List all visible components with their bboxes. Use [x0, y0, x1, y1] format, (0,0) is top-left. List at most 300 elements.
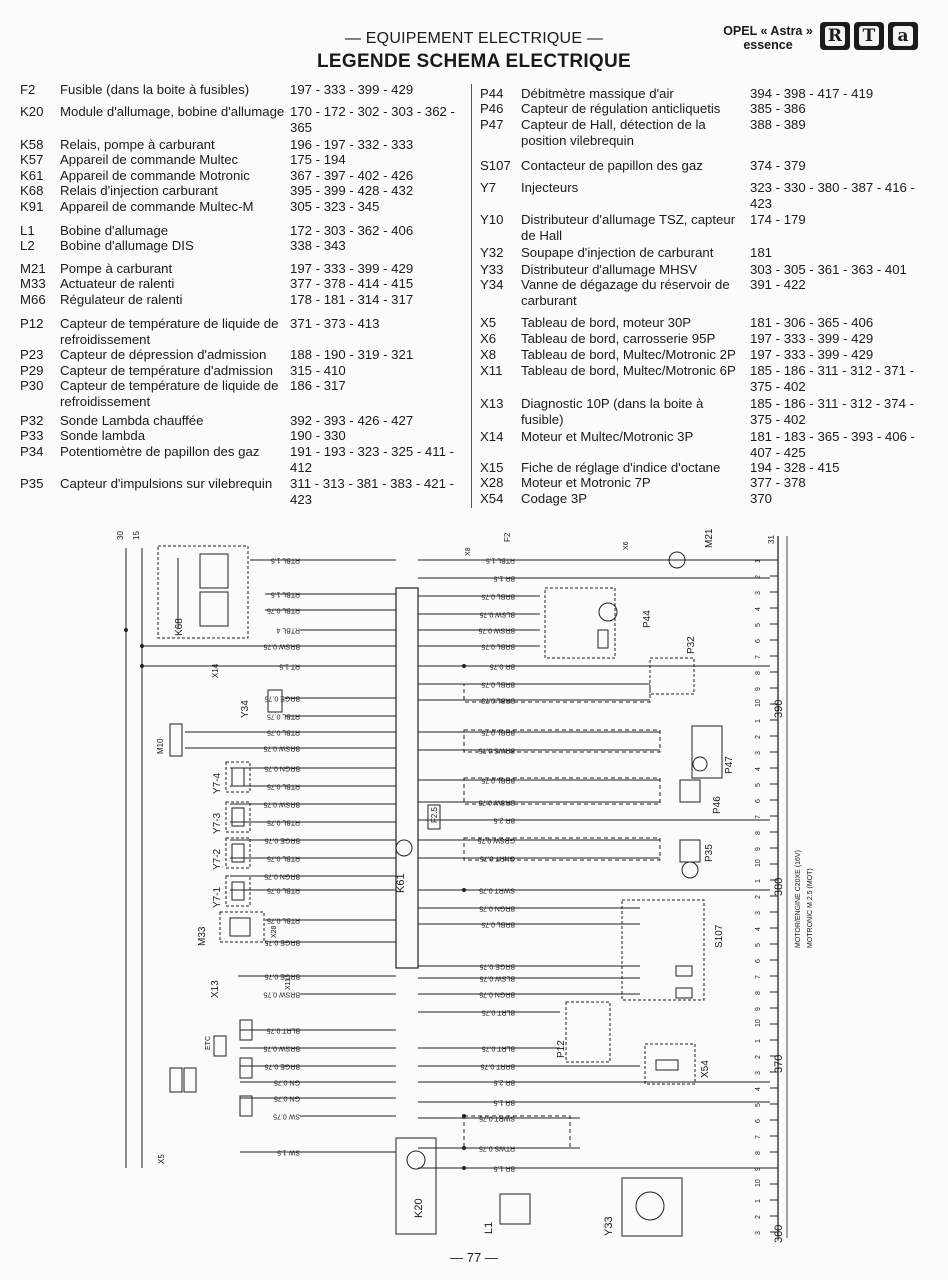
pin-number: 5	[755, 623, 762, 627]
wire-color-label: BR 1.5	[493, 1164, 515, 1172]
pin-number: 10	[755, 1179, 762, 1187]
component-code: X5	[480, 315, 497, 330]
pin-number: 7	[755, 655, 762, 659]
component-label-m10: M10	[156, 738, 165, 754]
model-name: OPEL « Astra »	[723, 24, 813, 38]
junction-dot	[462, 664, 466, 668]
component-code: X54	[480, 491, 504, 506]
rta-logo	[820, 22, 918, 50]
wire-color-label: RTBL 0.75	[266, 782, 300, 790]
pin-number: 7	[755, 975, 762, 979]
page-references: 197 - 333 - 399 - 429	[290, 261, 414, 276]
component-label-x13: X13	[210, 980, 221, 998]
injector-coil	[232, 844, 244, 862]
wire-color-label: BRGN 0.75	[479, 904, 515, 912]
component-code: F2	[20, 82, 36, 97]
wire-color-label: BR 1.5	[493, 1098, 515, 1106]
pin-number: 6	[755, 799, 762, 803]
pin-number: 7	[755, 1135, 762, 1139]
page-references: 315 - 410	[290, 363, 346, 378]
component-code: P35	[20, 476, 44, 491]
component-label-x54: X54	[700, 1060, 711, 1078]
component-label-x5: X5	[157, 1154, 166, 1164]
component-code: P47	[480, 117, 504, 132]
component-name: Moteur et Multec/Motronic 3P	[521, 429, 694, 444]
distributor-y33	[622, 1178, 682, 1236]
wire-color-label: BRBL 0.75	[481, 920, 515, 928]
component-code: L2	[20, 238, 35, 253]
logo-letter-box: R	[820, 22, 850, 50]
wire-color-label: BRGE 0.75	[264, 694, 300, 702]
pin-number: 9	[755, 1007, 762, 1011]
wire-color-label: RTBL 1.5	[270, 556, 300, 564]
component-name: Tableau de bord, Multec/Motronic 6P	[521, 363, 736, 378]
injector	[226, 762, 250, 792]
etc-box	[170, 1068, 182, 1092]
distributor-symbol	[636, 1192, 664, 1220]
component-code: P30	[20, 378, 44, 393]
wire-color-label: BRBL 0.75	[481, 696, 515, 704]
wire-color-label: BRGN 0.75	[264, 764, 300, 772]
component-name: Distributeur d'allumage MHSV	[521, 262, 698, 277]
pin-number: 8	[755, 831, 762, 835]
wire-color-label: BLSW 0.75	[479, 610, 515, 618]
wire-color-label: RTBL 0.75	[266, 886, 300, 894]
switch-resistor	[676, 988, 692, 998]
component-name: Moteur et Motronic 7P	[521, 475, 651, 490]
wire-color-label: BRBL 0.75	[481, 776, 515, 784]
component-name: Capteur de Hall, détection de la position vilebrequin	[521, 117, 706, 148]
component-code: P34	[20, 444, 44, 459]
injector	[226, 838, 250, 868]
wire-color-label: BR 1.5	[493, 574, 515, 582]
injector-coil	[232, 768, 244, 786]
actuator-coil	[230, 918, 250, 936]
schematic-page-ref: 390	[773, 699, 785, 718]
component-name: Capteur de dépression d'admission	[60, 347, 267, 362]
component-code: P44	[480, 86, 504, 101]
component-label-y34: Y34	[240, 700, 251, 718]
component-label-s107: S107	[714, 924, 725, 948]
component-code: K57	[20, 152, 44, 167]
wire-color-label: RTBL 1.5	[485, 556, 515, 564]
component-name: Bobine d'allumage DIS	[60, 238, 194, 253]
page-references: 191 - 193 - 323 - 325 - 411 - 412	[290, 444, 454, 475]
component-name: Appareil de commande Multec-M	[60, 199, 254, 214]
crank-sensor-p35	[680, 840, 700, 862]
wire-color-label: BRSW 0.75	[263, 800, 300, 808]
ecu-label: K61	[395, 873, 407, 893]
wire-color-label: BR 0.75	[489, 662, 515, 670]
component-code: K68	[20, 183, 44, 198]
component-name: Vanne de dégazage du réservoir de carburant	[521, 277, 730, 308]
wire-color-label: RTBL 0.75	[266, 606, 300, 614]
pin-number: 2	[755, 1055, 762, 1059]
junction-dot	[124, 628, 128, 632]
component-name: Relais d'injection carburant	[60, 183, 218, 198]
component-code: M33	[20, 276, 46, 291]
component-name: Diagnostic 10P (dans la boite à fusible)	[521, 396, 704, 427]
page-references: 323 - 330 - 380 - 387 - 416 - 423	[750, 180, 915, 211]
engine-caption: MOTOR/ENGINE C20XE (16V)	[795, 850, 802, 948]
section-subtitle: — EQUIPEMENT ELECTRIQUE —	[344, 30, 604, 47]
component-name: Distributeur d'allumage TSZ, capteur de Hall	[521, 212, 736, 243]
page-references: 311 - 313 - 381 - 383 - 421 - 423	[290, 476, 454, 507]
wire-color-label: SW 1.5	[277, 1148, 300, 1156]
page-references: 371 - 373 - 413	[290, 316, 380, 331]
p35-symbol	[682, 862, 698, 878]
wire-color-label: RTBL 0.75	[266, 818, 300, 826]
pin-number: 6	[755, 1119, 762, 1123]
page-number: — 77 —	[450, 1250, 498, 1265]
page-references: 188 - 190 - 319 - 321	[290, 347, 414, 362]
wire-color-label: BRGN 0.75	[479, 990, 515, 998]
pin-number: 10	[755, 859, 762, 867]
component-code: X11	[480, 363, 503, 378]
component-label-p46: P46	[712, 796, 723, 814]
injector-coil	[232, 882, 244, 900]
component-label-injector: Y7-1	[212, 886, 223, 908]
component-name: Fusible (dans la boite à fusibles)	[60, 82, 250, 97]
component-code: K58	[20, 137, 44, 152]
pin-number: 1	[755, 1039, 762, 1043]
component-label-p12: P12	[556, 1040, 567, 1058]
wire-color-label: BRRT 0.75	[480, 1062, 515, 1070]
page-references: 370	[750, 491, 773, 506]
junction-dot	[140, 644, 144, 648]
component-label-injector: Y7-3	[212, 812, 223, 834]
page-references: 385 - 386	[750, 101, 806, 116]
component-label-injector: Y7-2	[212, 848, 223, 870]
pin-number: 3	[755, 911, 762, 915]
component-name: Fiche de réglage d'indice d'octane	[521, 460, 721, 475]
page-references: 388 - 389	[750, 117, 806, 132]
component-name: Débitmètre massique d'air	[521, 86, 674, 101]
page-references: 181 - 306 - 365 - 406	[750, 315, 874, 330]
schematic-page-ref: 380	[773, 877, 785, 896]
wire-color-label: BR 2.5	[493, 1078, 515, 1086]
engine-type: essence	[743, 38, 793, 52]
wire-color-label: BRBL 0.75	[481, 680, 515, 688]
ignition-coil-l1	[500, 1194, 530, 1224]
wire-color-label: BLRT 0.75	[481, 1044, 515, 1052]
component-code: X28	[480, 475, 504, 490]
component-name: Module d'allumage, bobine d'allumage	[60, 104, 285, 119]
component-code: Y33	[480, 262, 504, 277]
component-label-k20: K20	[413, 1198, 425, 1218]
k20-symbol	[407, 1151, 425, 1169]
component-label-l1: L1	[483, 1221, 495, 1234]
pin-number: 5	[755, 1103, 762, 1107]
rail-label: 15	[132, 531, 141, 540]
pin-number: 2	[755, 575, 762, 579]
component-name: Tableau de bord, moteur 30P	[521, 315, 692, 330]
p47-symbol	[693, 757, 707, 771]
ignition-module-k20	[396, 1138, 436, 1234]
schematic-page-ref: 360	[773, 1224, 785, 1243]
junction-dot	[462, 1146, 466, 1150]
x54-resistor	[656, 1060, 678, 1070]
component-name: Capteur de température de liquide de refroidissement	[60, 316, 279, 347]
page-references: 392 - 393 - 426 - 427	[290, 413, 414, 428]
wire-color-label: BLRT 0.75	[266, 1026, 300, 1034]
wire-color-label: RTBL 4	[276, 626, 300, 634]
column-divider	[471, 84, 472, 508]
page-references: 305 - 323 - 345	[290, 199, 380, 214]
relay-coil	[200, 554, 228, 588]
page-references: 190 - 330	[290, 428, 346, 443]
connector-label-x11: X11	[285, 978, 292, 990]
wire-color-label: BRSW 0.75	[478, 798, 515, 806]
pin-number: 10	[755, 699, 762, 707]
pin-number: 4	[755, 927, 762, 931]
p44-resistor	[598, 630, 608, 648]
component-name: Capteur de température d'admission	[60, 363, 273, 378]
pin-number: 2	[755, 735, 762, 739]
page-references: 181 - 183 - 365 - 393 - 406 - 407 - 425	[750, 429, 915, 460]
page-references: 374 - 379	[750, 158, 806, 173]
component-label-m33: M33	[197, 926, 208, 946]
pin-number: 4	[755, 607, 762, 611]
wire-color-label: BRWS 0.75	[478, 746, 515, 754]
page-references: 185 - 186 - 311 - 312 - 371 - 375 - 402	[750, 363, 914, 394]
component-code: X13	[480, 396, 504, 411]
vehicle-model	[712, 24, 824, 52]
pin-number: 1	[755, 879, 762, 883]
wire-color-label: BRGE 0.75	[479, 962, 515, 970]
ecu-block-k61	[396, 588, 418, 968]
component-name: Codage 3P	[521, 491, 587, 506]
page-references: 194 - 328 - 415	[750, 460, 840, 475]
page-references: 174 - 179	[750, 212, 806, 227]
component-label-etc: ETC	[205, 1036, 212, 1050]
component-name: Potentiomètre de papillon des gaz	[60, 444, 260, 459]
coding-plug-x54	[645, 1044, 695, 1084]
page-references: 367 - 397 - 402 - 426	[290, 168, 414, 183]
pin-number: 7	[755, 815, 762, 819]
component-name: Contacteur de papillon des gaz	[521, 158, 703, 173]
page-references: 186 - 317	[290, 378, 346, 393]
component-code: X8	[480, 347, 497, 362]
wire-color-label: SW 0.75	[273, 1112, 300, 1120]
page-references: 196 - 197 - 332 - 333	[290, 137, 414, 152]
page-references: 178 - 181 - 314 - 317	[290, 292, 414, 307]
pin-number: 2	[755, 895, 762, 899]
connector-label-x28: X28	[271, 925, 278, 938]
pin-number: 1	[755, 559, 762, 563]
component-name: Soupape d'injection de carburant	[521, 245, 714, 260]
pin-number: 6	[755, 959, 762, 963]
connector-label-x6: X6	[623, 541, 630, 550]
page-references: 303 - 305 - 361 - 363 - 401	[750, 262, 907, 277]
wire-color-label: GRSW 0.75	[477, 836, 515, 844]
junction-dot	[140, 664, 144, 668]
page-references: 377 - 378 - 414 - 415	[290, 276, 414, 291]
page-references: 172 - 303 - 362 - 406	[290, 223, 414, 238]
component-name: Tableau de bord, Multec/Motronic 2P	[521, 347, 736, 362]
component-name: Injecteurs	[521, 180, 579, 195]
injector	[226, 876, 250, 906]
wire-color-label: GNRT 0.75	[479, 854, 515, 862]
etc-box	[240, 1096, 252, 1116]
pin-number: 9	[755, 687, 762, 691]
junction-dot	[462, 1166, 466, 1170]
etc-box	[240, 1058, 252, 1078]
relay-coil	[200, 592, 228, 626]
component-label-p32: P32	[686, 636, 697, 654]
component-code: P23	[20, 347, 44, 362]
logo-letter-box: T	[854, 22, 884, 50]
pin-number: 3	[755, 1071, 762, 1075]
pin-number: 1	[755, 1199, 762, 1203]
component-code: X6	[480, 331, 497, 346]
etc-box	[214, 1036, 226, 1056]
wire-color-label: GN 0.75	[273, 1094, 300, 1102]
pin-number: 5	[755, 783, 762, 787]
rail-label: 30	[116, 531, 125, 540]
component-label-p35: P35	[704, 844, 715, 862]
pin-number: 6	[755, 639, 762, 643]
component-label-m21: M21	[704, 528, 715, 548]
page-references: 394 - 398 - 417 - 419	[750, 86, 874, 101]
knock-sensor-p46	[680, 780, 700, 802]
page-references: 170 - 172 - 302 - 303 - 362 - 365	[290, 104, 455, 135]
component-name: Pompe à carburant	[60, 261, 173, 276]
page-references: 197 - 333 - 399 - 429	[750, 347, 874, 362]
component-name: Tableau de bord, carrosserie 95P	[521, 331, 716, 346]
component-code: M21	[20, 261, 46, 276]
wire-color-label: SWRT 0.75	[479, 886, 515, 894]
pin-number: 9	[755, 1167, 762, 1171]
logo-letter-box: a	[888, 22, 918, 50]
component-label-p44: P44	[642, 610, 653, 628]
pin-number: 9	[755, 847, 762, 851]
page-title: LEGENDE SCHEMA ELECTRIQUE	[317, 51, 631, 72]
etc-box	[184, 1068, 196, 1092]
component-name: Capteur de température de liquide de refroidissement	[60, 378, 279, 409]
wire-color-label: BRSW 0.75	[263, 744, 300, 752]
component-code: P46	[480, 101, 504, 116]
component-code: X15	[480, 460, 504, 475]
pin-number: 3	[755, 1231, 762, 1235]
wire-color-label: BRGE 0.75	[264, 1062, 300, 1070]
page-references: 395 - 399 - 428 - 432	[290, 183, 414, 198]
pin-number: 8	[755, 991, 762, 995]
pin-number: 10	[755, 1019, 762, 1027]
page-references: 197 - 333 - 399 - 429	[290, 82, 414, 97]
pin-number: 3	[755, 751, 762, 755]
wire-color-label: BRGE 0.75	[264, 972, 300, 980]
wire-color-label: BLSW 0.75	[479, 974, 515, 982]
pin-number: 8	[755, 1151, 762, 1155]
wire-color-label: BRSW 0.75	[263, 642, 300, 650]
page-references: 197 - 333 - 399 - 429	[750, 331, 874, 346]
pin-number: 3	[755, 591, 762, 595]
throttle-switch-s107	[622, 900, 704, 1000]
engine-caption: MOTRONIC M 2.5 (MOT)	[807, 868, 814, 948]
component-name: Sonde lambda	[60, 428, 146, 443]
component-code: X14	[480, 429, 504, 444]
component-code: K20	[20, 104, 44, 119]
component-name: Relais, pompe à carburant	[60, 137, 215, 152]
wire-color-label: BRBL 0.75	[481, 728, 515, 736]
wire-color-label: BRGN 0.75	[264, 872, 300, 880]
page-references: 377 - 378	[750, 475, 806, 490]
wire-color-label: BRSW 0.75	[478, 626, 515, 634]
actuator-m33	[220, 912, 264, 942]
component-name: Appareil de commande Motronic	[60, 168, 250, 183]
schematic-page-ref: 370	[773, 1054, 785, 1073]
ecu-symbol	[396, 840, 412, 856]
page-references: 391 - 422	[750, 277, 806, 292]
pin-number: 8	[755, 671, 762, 675]
page-references: 338 - 343	[290, 238, 346, 253]
component-code: P12	[20, 316, 44, 331]
component-name: Régulateur de ralenti	[60, 292, 183, 307]
wire-color-label: SWRT 0.75	[479, 1114, 515, 1122]
wire-color-label: BRSW 0.75	[263, 990, 300, 998]
component-code: P33	[20, 428, 44, 443]
component-label-y33: Y33	[603, 1216, 615, 1236]
component-code: Y7	[480, 180, 497, 195]
component-code: P32	[20, 413, 44, 428]
component-name: Capteur d'impulsions sur vilebrequin	[60, 476, 273, 491]
component-label-f2: F2	[503, 532, 512, 542]
wire-color-label: RTWS 0.75	[478, 1144, 515, 1152]
pin-number: 4	[755, 1087, 762, 1091]
component-label-k68: K68	[174, 618, 185, 636]
wire-color-label: RTBL 0.75	[266, 916, 300, 924]
component-code: L1	[20, 223, 35, 238]
component-code: K61	[20, 168, 44, 183]
wire-color-label: BR 2.5	[493, 816, 515, 824]
coolant-sensor-p12	[566, 1002, 610, 1062]
page-references: 181	[750, 245, 773, 260]
wire-color-label: RTBL 0.75	[266, 728, 300, 736]
wire-color-label: RTBL 0.75	[266, 854, 300, 862]
page-references: 185 - 186 - 311 - 312 - 374 - 375 - 402	[750, 396, 914, 427]
component-code: Y32	[480, 245, 504, 260]
component-label-p47: P47	[724, 756, 735, 774]
wire-color-label: RT 1.5	[279, 662, 300, 670]
connector-label-x8: X8	[465, 547, 472, 556]
pin-number: 1	[755, 719, 762, 723]
component-code: Y10	[480, 212, 504, 227]
component-code: S107	[480, 158, 511, 173]
wire-color-label: GN 0.75	[273, 1078, 300, 1086]
connector-m10	[170, 724, 182, 756]
component-name: Actuateur de ralenti	[60, 276, 175, 291]
component-code: M66	[20, 292, 46, 307]
component-name: Capteur de régulation anticliquetis	[521, 101, 721, 116]
component-code: Y34	[480, 277, 504, 292]
page-references: 175 - 194	[290, 152, 346, 167]
p44-symbol	[599, 603, 617, 621]
component-code: P29	[20, 363, 44, 378]
component-label-x14: X14	[211, 663, 220, 678]
wire-color-label: BRSW 0.75	[263, 1044, 300, 1052]
wire-color-label: BLRT 0.75	[481, 1008, 515, 1016]
lambda-sensor-p32	[650, 658, 694, 694]
junction-dot	[462, 1114, 466, 1118]
wire-color-label: BRGE 0.75	[264, 836, 300, 844]
wire-color-label: BRBL 0.75	[481, 642, 515, 650]
wire-color-label: RTBL 0.75	[266, 712, 300, 720]
injector	[226, 802, 250, 832]
switch-resistor	[676, 966, 692, 976]
ground-rail-label: 31	[767, 535, 776, 544]
component-name: Sonde Lambda chauffée	[60, 413, 204, 428]
